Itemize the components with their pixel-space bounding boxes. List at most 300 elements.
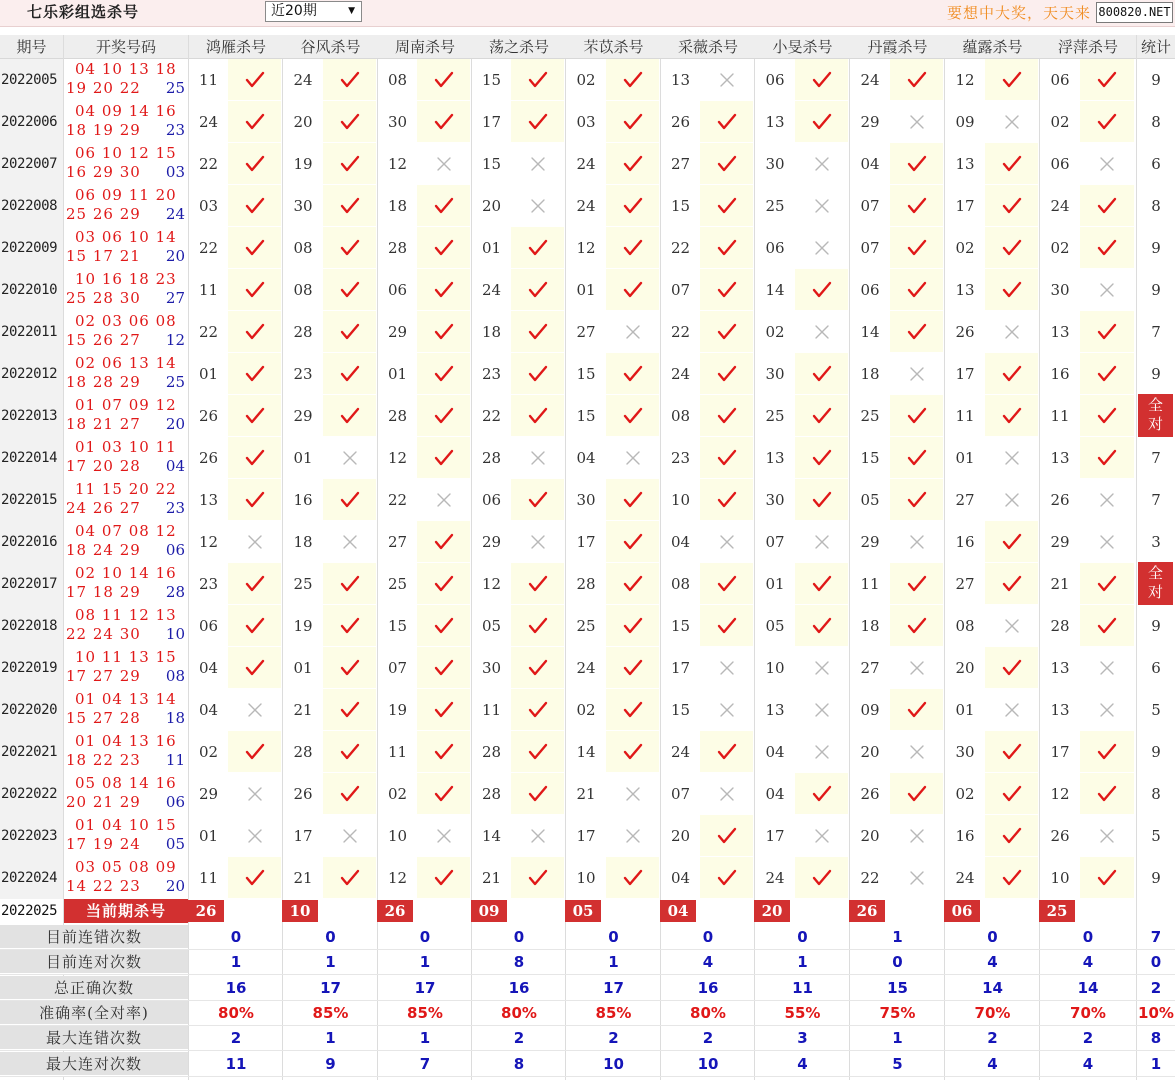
hit-mark xyxy=(1080,101,1134,142)
special-number: 28 xyxy=(165,583,185,601)
stat-value: 0 xyxy=(892,953,903,971)
check-icon xyxy=(434,869,454,887)
miss-mark xyxy=(1080,647,1134,688)
check-icon xyxy=(1097,575,1117,593)
issue-number: 2022018 xyxy=(0,605,63,647)
cross-icon xyxy=(812,155,832,173)
kill-number: 11 xyxy=(860,575,880,593)
stat-value: 80% xyxy=(218,1004,254,1022)
draw-numbers xyxy=(64,395,188,437)
cross-icon xyxy=(528,449,548,467)
hit-mark xyxy=(1080,857,1134,898)
cross-icon xyxy=(812,239,832,257)
miss-mark xyxy=(228,815,281,856)
kill-number: 04 xyxy=(765,743,785,761)
column-header: 荡之杀号 xyxy=(472,35,566,59)
stat-label: 最大连错次数 xyxy=(0,1026,188,1050)
kill-number: 08 xyxy=(293,281,313,299)
hit-mark xyxy=(795,857,848,898)
hit-mark xyxy=(417,605,470,646)
check-icon xyxy=(623,281,643,299)
miss-mark xyxy=(511,815,564,856)
hit-mark xyxy=(606,143,659,184)
hit-mark xyxy=(890,311,943,352)
draw-line-1: 04 09 14 16 xyxy=(75,102,177,120)
hit-mark xyxy=(985,563,1038,604)
draw-line-2: 16 29 30 xyxy=(66,163,141,181)
kill-number: 05 xyxy=(860,491,880,509)
issue-number: 2022005 xyxy=(0,59,63,101)
check-icon xyxy=(434,785,454,803)
check-icon xyxy=(245,323,265,341)
check-icon xyxy=(340,869,360,887)
check-icon xyxy=(434,197,454,215)
check-icon xyxy=(623,197,643,215)
kill-number: 27 xyxy=(860,659,880,677)
hit-mark xyxy=(890,605,943,646)
current-kill-label: 当前期杀号 xyxy=(64,899,188,923)
kill-number: 24 xyxy=(576,155,596,173)
cross-icon xyxy=(907,533,927,551)
hit-mark xyxy=(511,227,564,268)
hit-mark xyxy=(228,227,281,268)
check-icon xyxy=(245,113,265,131)
check-icon xyxy=(528,617,548,635)
cross-icon xyxy=(717,785,737,803)
check-icon xyxy=(340,239,360,257)
cross-icon xyxy=(1097,827,1117,845)
check-icon xyxy=(717,827,737,845)
kill-number: 24 xyxy=(765,869,785,887)
draw-line-1: 11 15 20 22 xyxy=(75,480,177,498)
draw-line-1: 06 10 12 15 xyxy=(75,144,177,162)
kill-number: 22 xyxy=(481,407,502,425)
kill-number: 12 xyxy=(387,449,408,467)
table-row xyxy=(0,311,1175,353)
hit-mark xyxy=(985,143,1038,184)
kill-number: 25 xyxy=(576,617,596,635)
miss-mark xyxy=(985,479,1038,520)
hit-mark xyxy=(228,143,281,184)
cross-icon xyxy=(907,113,927,131)
hit-mark xyxy=(323,143,376,184)
special-number: 27 xyxy=(165,289,185,307)
hit-mark xyxy=(890,689,943,730)
check-icon xyxy=(1002,659,1022,677)
kill-number: 20 xyxy=(670,827,691,845)
kill-number: 04 xyxy=(860,155,880,173)
hit-mark xyxy=(890,773,943,814)
cross-icon xyxy=(245,827,265,845)
stat-label: 最大连对次数 xyxy=(0,1052,188,1076)
cross-icon xyxy=(1002,449,1022,467)
table-row xyxy=(0,857,1175,899)
hit-mark xyxy=(1080,59,1134,100)
check-icon xyxy=(717,869,737,887)
kill-number: 20 xyxy=(860,743,880,761)
kill-number: 10 xyxy=(576,869,596,887)
kill-number: 01 xyxy=(955,449,975,467)
kill-number: 29 xyxy=(198,785,219,803)
row-count: 9 xyxy=(1151,281,1161,299)
hit-mark xyxy=(606,395,659,436)
draw-numbers xyxy=(64,479,188,521)
kill-number: 22 xyxy=(198,239,219,257)
check-icon xyxy=(1002,533,1022,551)
hit-mark xyxy=(606,689,659,730)
stat-value: 2 xyxy=(1150,979,1162,997)
stat-value: 0 xyxy=(230,928,242,946)
kill-number: 12 xyxy=(387,869,408,887)
table-row xyxy=(0,773,1175,815)
kill-number: 29 xyxy=(481,533,502,551)
hit-mark xyxy=(228,101,281,142)
cross-icon xyxy=(1002,113,1022,131)
kill-number: 07 xyxy=(860,239,880,257)
kill-number: 10 xyxy=(387,827,408,845)
check-icon xyxy=(340,407,360,425)
hit-mark xyxy=(228,605,281,646)
check-icon xyxy=(907,407,927,425)
kill-number: 20 xyxy=(860,827,880,845)
kill-number: 06 xyxy=(860,281,880,299)
table-row xyxy=(0,395,1175,437)
draw-numbers xyxy=(64,563,188,605)
check-icon xyxy=(812,71,832,89)
check-icon xyxy=(434,239,454,257)
hit-mark xyxy=(795,59,848,100)
kill-number: 06 xyxy=(765,71,785,89)
site-badge[interactable]: 800820.NET xyxy=(1096,2,1173,23)
stat-value: 1 xyxy=(419,1029,431,1047)
stat-value: 11 xyxy=(225,1055,247,1073)
stat-value: 75% xyxy=(879,1004,916,1022)
hit-mark xyxy=(323,857,376,898)
check-icon xyxy=(812,365,832,383)
hit-mark xyxy=(985,857,1038,898)
hit-mark xyxy=(417,395,470,436)
issue-number: 2022015 xyxy=(0,479,63,521)
row-count: 7 xyxy=(1151,449,1161,467)
kill-number: 17 xyxy=(955,197,975,215)
check-icon xyxy=(623,365,643,383)
column-header: 芣苡杀号 xyxy=(566,35,661,59)
cross-icon xyxy=(623,827,643,845)
check-icon xyxy=(245,239,265,257)
kill-number: 22 xyxy=(670,239,691,257)
kill-number: 26 xyxy=(198,407,219,425)
special-number: 25 xyxy=(165,79,185,97)
period-select-value: 近20期 xyxy=(271,3,317,19)
check-icon xyxy=(245,659,265,677)
kill-number: 28 xyxy=(293,743,313,761)
row-count: 3 xyxy=(1151,533,1161,551)
table-row xyxy=(0,143,1175,185)
draw-line-2: 17 20 28 xyxy=(66,457,141,475)
hit-mark xyxy=(511,269,564,310)
column-header: 丹霞杀号 xyxy=(850,35,945,59)
all-correct-line-2: 对 xyxy=(1147,415,1163,433)
stat-value: 7 xyxy=(1150,928,1162,946)
hit-mark xyxy=(606,185,659,226)
draw-line-2: 18 28 29 xyxy=(66,373,141,391)
kill-number: 23 xyxy=(293,365,313,383)
check-icon xyxy=(434,449,454,467)
kill-number: 04 xyxy=(576,449,596,467)
stat-value: 17 xyxy=(414,979,436,997)
miss-mark xyxy=(417,479,470,520)
kill-number: 28 xyxy=(481,449,502,467)
issue-number: 2022006 xyxy=(0,101,63,143)
check-icon xyxy=(717,239,737,257)
row-count: 9 xyxy=(1151,239,1161,257)
special-number: 25 xyxy=(165,373,185,391)
kill-number: 23 xyxy=(670,449,691,467)
kill-number: 12 xyxy=(387,155,408,173)
check-icon xyxy=(623,407,643,425)
stat-value: 4 xyxy=(987,953,998,971)
hit-mark xyxy=(228,479,281,520)
draw-numbers xyxy=(64,143,188,185)
kill-number: 26 xyxy=(198,449,219,467)
miss-mark xyxy=(511,437,564,478)
kill-number: 06 xyxy=(1050,155,1070,173)
cross-icon xyxy=(340,533,360,551)
check-icon xyxy=(717,491,737,509)
stat-value: 1 xyxy=(325,953,336,971)
all-correct-line-1: 全 xyxy=(1147,564,1163,582)
hit-mark xyxy=(323,101,376,142)
check-icon xyxy=(812,407,832,425)
draw-line-2: 18 21 27 xyxy=(66,415,141,433)
miss-mark xyxy=(417,815,470,856)
check-icon xyxy=(717,617,737,635)
kill-number: 12 xyxy=(481,575,502,593)
hit-mark xyxy=(228,185,281,226)
row-count: 9 xyxy=(1151,365,1161,383)
kill-number: 10 xyxy=(1050,869,1070,887)
issue-number: 2022023 xyxy=(0,815,63,857)
kill-number: 30 xyxy=(1050,281,1070,299)
hit-mark xyxy=(985,731,1038,772)
miss-mark xyxy=(1080,479,1134,520)
kill-number: 21 xyxy=(1050,575,1070,593)
hit-mark xyxy=(700,353,753,394)
issue-number: 2022019 xyxy=(0,647,63,689)
stat-value: 2 xyxy=(513,1029,525,1047)
hit-mark xyxy=(417,689,470,730)
hit-mark xyxy=(700,857,753,898)
miss-mark xyxy=(985,437,1038,478)
kill-number: 18 xyxy=(481,323,502,341)
kill-number: 26 xyxy=(1050,827,1070,845)
hit-mark xyxy=(606,605,659,646)
draw-line-2: 15 17 21 xyxy=(66,247,141,265)
kill-number: 23 xyxy=(198,575,219,593)
table-row xyxy=(0,353,1175,395)
hit-mark xyxy=(985,647,1038,688)
hit-mark xyxy=(700,437,753,478)
draw-line-1: 01 03 10 11 xyxy=(75,438,177,456)
kill-number: 30 xyxy=(293,197,313,215)
kill-number: 30 xyxy=(765,491,785,509)
hit-mark xyxy=(985,269,1038,310)
check-icon xyxy=(907,491,927,509)
hit-mark xyxy=(323,227,376,268)
stat-value: 4 xyxy=(1082,953,1094,971)
miss-mark xyxy=(795,143,848,184)
hit-mark xyxy=(795,437,848,478)
miss-mark xyxy=(228,521,281,562)
check-icon xyxy=(245,365,265,383)
kill-number: 02 xyxy=(955,239,975,257)
hit-mark xyxy=(323,479,376,520)
stat-value: 0 xyxy=(702,928,714,946)
miss-mark xyxy=(890,815,943,856)
kill-number: 01 xyxy=(387,365,408,383)
kill-number: 28 xyxy=(293,323,313,341)
check-icon xyxy=(340,785,360,803)
kill-number: 24 xyxy=(1050,197,1070,215)
cross-icon xyxy=(1002,701,1022,719)
hit-mark xyxy=(1080,437,1134,478)
hit-mark xyxy=(511,353,564,394)
cross-icon xyxy=(1097,155,1117,173)
special-number: 10 xyxy=(165,625,185,643)
current-kill-number: 20 xyxy=(754,900,790,922)
kill-number: 18 xyxy=(387,197,408,215)
stat-value: 1 xyxy=(1150,1055,1162,1073)
kill-number: 06 xyxy=(198,617,219,635)
draw-line-1: 10 16 18 23 xyxy=(75,270,177,288)
kill-number: 30 xyxy=(765,365,785,383)
table-row xyxy=(0,101,1175,143)
check-icon xyxy=(1097,71,1117,89)
hit-mark xyxy=(228,59,281,100)
kill-number: 17 xyxy=(576,827,596,845)
check-icon xyxy=(623,701,643,719)
row-count: 7 xyxy=(1151,323,1161,341)
hit-mark xyxy=(890,563,943,604)
draw-numbers xyxy=(64,437,188,479)
hit-mark xyxy=(417,521,470,562)
kill-number: 02 xyxy=(1050,113,1070,131)
kill-number: 17 xyxy=(1050,743,1070,761)
cross-icon xyxy=(812,197,832,215)
cross-icon xyxy=(434,827,454,845)
table-row xyxy=(0,185,1175,227)
kill-number: 13 xyxy=(765,701,785,719)
stat-value: 0 xyxy=(1082,928,1094,946)
special-number: 20 xyxy=(165,415,185,433)
kill-number: 01 xyxy=(293,449,313,467)
miss-mark xyxy=(417,143,470,184)
kill-number: 22 xyxy=(670,323,691,341)
row-count: 7 xyxy=(1151,491,1161,509)
hit-mark xyxy=(417,59,470,100)
kill-number: 01 xyxy=(293,659,313,677)
kill-number: 02 xyxy=(765,323,785,341)
draw-line-2: 19 20 22 xyxy=(66,79,141,97)
kill-number: 12 xyxy=(1050,785,1070,803)
draw-numbers xyxy=(64,311,188,353)
hit-mark xyxy=(606,227,659,268)
check-icon xyxy=(340,617,360,635)
cross-icon xyxy=(245,785,265,803)
table-row xyxy=(0,731,1175,773)
kill-number: 17 xyxy=(293,827,313,845)
promo-text[interactable]: 要想中大奖，天天来 xyxy=(947,4,1092,22)
kill-number: 24 xyxy=(481,281,502,299)
stat-value: 0 xyxy=(987,928,998,946)
check-icon xyxy=(1002,239,1022,257)
check-icon xyxy=(245,197,265,215)
all-correct-badge xyxy=(1138,394,1173,437)
draw-numbers xyxy=(64,227,188,269)
check-icon xyxy=(340,491,360,509)
kill-number: 11 xyxy=(481,701,502,719)
kill-number: 21 xyxy=(293,701,313,719)
stat-value: 0 xyxy=(419,928,431,946)
draw-line-2: 17 27 29 xyxy=(66,667,141,685)
miss-mark xyxy=(1080,815,1134,856)
draw-numbers xyxy=(64,101,188,143)
hit-mark xyxy=(890,143,943,184)
check-icon xyxy=(434,533,454,551)
all-correct-badge xyxy=(1138,562,1173,605)
issue-number: 2022012 xyxy=(0,353,63,395)
hit-mark xyxy=(417,101,470,142)
check-icon xyxy=(623,113,643,131)
issue-number: 2022008 xyxy=(0,185,63,227)
check-icon xyxy=(340,281,360,299)
check-icon xyxy=(623,491,643,509)
draw-line-2: 18 19 29 xyxy=(66,121,141,139)
check-icon xyxy=(528,701,548,719)
table-row xyxy=(0,437,1175,479)
check-icon xyxy=(434,659,454,677)
issue-number: 2022010 xyxy=(0,269,63,311)
cross-icon xyxy=(1002,491,1022,509)
stat-value: 17 xyxy=(603,979,624,997)
kill-number: 28 xyxy=(1050,617,1070,635)
cross-icon xyxy=(1002,323,1022,341)
row-count: 8 xyxy=(1151,785,1161,803)
draw-line-1: 10 11 13 15 xyxy=(75,648,177,666)
stat-value: 4 xyxy=(987,1055,998,1073)
hit-mark xyxy=(417,353,470,394)
kill-number: 15 xyxy=(670,617,691,635)
kill-number: 17 xyxy=(576,533,596,551)
check-icon xyxy=(528,785,548,803)
hit-mark xyxy=(606,731,659,772)
kill-number: 20 xyxy=(481,197,502,215)
hit-mark xyxy=(795,269,848,310)
check-icon xyxy=(812,449,832,467)
stat-value: 16 xyxy=(697,979,719,997)
stat-value: 8 xyxy=(513,953,525,971)
cross-icon xyxy=(907,869,927,887)
check-icon xyxy=(717,743,737,761)
table-row xyxy=(0,563,1175,605)
draw-line-2: 15 26 27 xyxy=(66,331,141,349)
stat-value: 8 xyxy=(513,1055,525,1073)
check-icon xyxy=(1097,617,1117,635)
check-icon xyxy=(623,533,643,551)
kill-number: 17 xyxy=(481,113,502,131)
kill-number: 18 xyxy=(860,365,880,383)
row-count: 6 xyxy=(1151,659,1161,677)
